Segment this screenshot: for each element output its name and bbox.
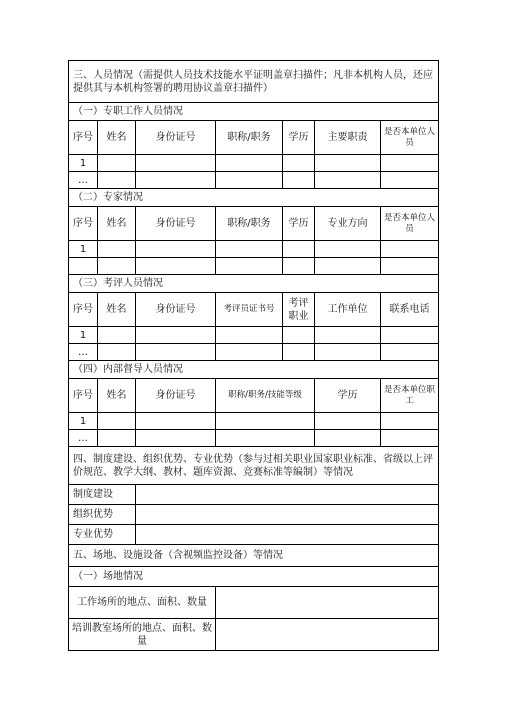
- row-label: 培训教室场所的地点、面积、数量: [69, 619, 216, 651]
- experts-data-row: [69, 241, 439, 258]
- section-4-row: [69, 505, 439, 525]
- column-header: 专业方向: [315, 207, 381, 241]
- table-cell: [98, 413, 136, 430]
- column-header: 姓名: [98, 293, 136, 327]
- venue-title: （一）场地情况: [69, 567, 439, 587]
- column-header: 职称/职务: [216, 121, 283, 155]
- venue-row: [69, 619, 439, 651]
- personnel-form-table: [68, 60, 439, 651]
- row-value: [136, 485, 439, 505]
- table-cell: [283, 327, 315, 344]
- venue-row: [69, 587, 439, 619]
- supervisors-data-row: [69, 413, 439, 430]
- examiners-data-row: [69, 327, 439, 344]
- form-sheet: [68, 60, 438, 651]
- table-cell: [381, 344, 439, 361]
- supervisors-data-row: [69, 430, 439, 447]
- section-4-row: [69, 485, 439, 505]
- section-5-title: 五、场地、设施设备（含视频监控设备）等情况: [69, 545, 439, 567]
- column-header: 职称/职务: [216, 207, 283, 241]
- fulltime-staff-title-row: [69, 103, 439, 121]
- table-cell: [315, 430, 381, 447]
- table-cell: [216, 430, 315, 447]
- table-cell: [283, 258, 315, 275]
- table-cell: [381, 413, 439, 430]
- table-cell: [381, 430, 439, 447]
- fulltime-staff-title: （一）专职工作人员情况: [69, 103, 439, 121]
- column-header: 考评员证书号: [216, 293, 283, 327]
- table-cell: [315, 155, 381, 172]
- table-cell: [216, 327, 283, 344]
- table-cell: [136, 172, 216, 189]
- table-cell: [98, 172, 136, 189]
- column-header: 序号: [69, 293, 98, 327]
- column-header: 身份证号: [136, 121, 216, 155]
- examiners-header-row: [69, 293, 439, 327]
- column-header: 姓名: [98, 121, 136, 155]
- row-label: 组织优势: [69, 505, 136, 525]
- supervisors-header-row: [69, 379, 439, 413]
- table-cell: …: [69, 430, 98, 447]
- experts-data-row: [69, 258, 439, 275]
- column-header: 身份证号: [136, 379, 216, 413]
- column-header: 学历: [283, 207, 315, 241]
- supervisors-title-row: [69, 361, 439, 379]
- table-cell: [381, 172, 439, 189]
- table-cell: [315, 344, 381, 361]
- column-header: 序号: [69, 121, 98, 155]
- table-cell: [136, 430, 216, 447]
- table-cell: [381, 327, 439, 344]
- table-cell: [136, 344, 216, 361]
- table-cell: [381, 258, 439, 275]
- table-cell: [315, 413, 381, 430]
- column-header: 序号: [69, 379, 98, 413]
- column-header: 姓名: [98, 379, 136, 413]
- fulltime-staff-data-row: [69, 172, 439, 189]
- row-value: [216, 619, 439, 651]
- table-cell: [69, 258, 98, 275]
- table-cell: 1: [69, 155, 98, 172]
- table-cell: [216, 155, 283, 172]
- column-header: 身份证号: [136, 293, 216, 327]
- examiners-data-row: [69, 344, 439, 361]
- experts-title: （二）专家情况: [69, 189, 439, 207]
- column-header: 是否本单位职工: [381, 379, 439, 413]
- table-cell: [315, 327, 381, 344]
- table-cell: [136, 413, 216, 430]
- column-header: 是否本单位人员: [381, 207, 439, 241]
- fulltime-staff-header-row: [69, 121, 439, 155]
- fulltime-staff-data-row: [69, 155, 439, 172]
- row-label: 专业优势: [69, 525, 136, 545]
- table-cell: [315, 241, 381, 258]
- table-cell: [315, 172, 381, 189]
- table-cell: [98, 430, 136, 447]
- table-cell: [98, 258, 136, 275]
- column-header: 工作单位: [315, 293, 381, 327]
- table-cell: [136, 258, 216, 275]
- table-cell: [381, 155, 439, 172]
- table-cell: [98, 344, 136, 361]
- table-cell: [98, 327, 136, 344]
- examiners-title-row: [69, 275, 439, 293]
- table-cell: [98, 241, 136, 258]
- experts-title-row: [69, 189, 439, 207]
- table-cell: [136, 155, 216, 172]
- column-header: 职称/职务/技能等级: [216, 379, 315, 413]
- section-4-title-row: [69, 447, 439, 485]
- supervisors-title: （四）内部督导人员情况: [69, 361, 439, 379]
- table-cell: …: [69, 172, 98, 189]
- table-cell: [216, 241, 283, 258]
- column-header: 主要职责: [315, 121, 381, 155]
- column-header: 序号: [69, 207, 98, 241]
- section-3-title: 三、人员情况（需提供人员技术技能水平证明盖章扫描件；凡非本机构人员，还应提供其与本机构签署的聘用协议盖章扫描件）: [69, 61, 439, 103]
- table-cell: 1: [69, 327, 98, 344]
- table-cell: [283, 241, 315, 258]
- section-5-title-row: [69, 545, 439, 567]
- table-cell: [216, 258, 283, 275]
- column-header: 学历: [283, 121, 315, 155]
- column-header: 学历: [315, 379, 381, 413]
- table-cell: [381, 241, 439, 258]
- section-title-row: [69, 61, 439, 103]
- table-cell: 1: [69, 413, 98, 430]
- table-cell: [283, 344, 315, 361]
- table-cell: 1: [69, 241, 98, 258]
- row-label: 工作场所的地点、面积、数量: [69, 587, 216, 619]
- row-label: 制度建设: [69, 485, 136, 505]
- table-cell: [283, 172, 315, 189]
- section-4-title: 四、制度建设、组织优势、专业优势（参与过相关职业国家职业标准、省级以上评价规范、教学大纲、教材、题库资源、竞赛标准等编制）等情况: [69, 447, 439, 485]
- column-header: 考评职业: [283, 293, 315, 327]
- table-cell: [216, 413, 315, 430]
- column-header: 是否本单位人员: [381, 121, 439, 155]
- column-header: 姓名: [98, 207, 136, 241]
- table-cell: [216, 172, 283, 189]
- table-cell: [136, 327, 216, 344]
- table-cell: [315, 258, 381, 275]
- row-value: [136, 525, 439, 545]
- examiners-title: （三）考评人员情况: [69, 275, 439, 293]
- table-cell: [283, 155, 315, 172]
- experts-header-row: [69, 207, 439, 241]
- column-header: 联系电话: [381, 293, 439, 327]
- row-value: [136, 505, 439, 525]
- table-cell: [216, 344, 283, 361]
- venue-title-row: [69, 567, 439, 587]
- table-cell: [136, 241, 216, 258]
- table-cell: …: [69, 344, 98, 361]
- column-header: 身份证号: [136, 207, 216, 241]
- row-value: [216, 587, 439, 619]
- table-cell: [98, 155, 136, 172]
- section-4-row: [69, 525, 439, 545]
